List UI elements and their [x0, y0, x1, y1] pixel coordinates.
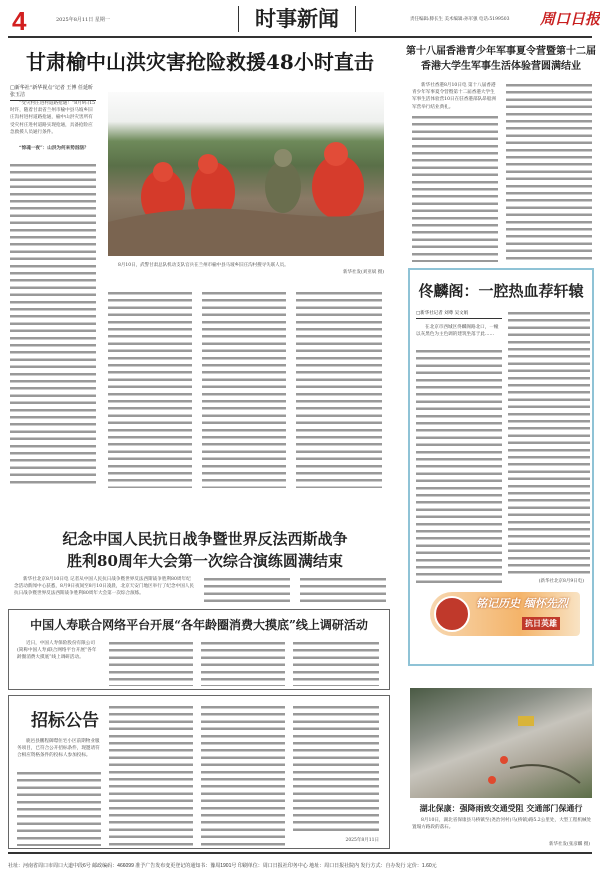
- rescue-photo: [108, 92, 384, 256]
- feature-byline: □新华社记者 刘尊 吴文娟: [416, 310, 502, 319]
- feature-box: [408, 268, 594, 666]
- insurance-body: [293, 640, 379, 686]
- feature-intro: 在北京市西城区佟麟阁路北口，一幢以灰黑色为主色调的建筑坐落于此……: [416, 325, 499, 338]
- hk-body: [412, 114, 498, 262]
- lead-body-col3: [202, 290, 286, 488]
- feature-body: [508, 310, 590, 576]
- lead-body-col4: [296, 290, 382, 488]
- lead-subhead: “惊魂一夜”：山洪为何来势汹汹？: [19, 146, 89, 151]
- hk-headline-line2: 香港大学生军事生活体验营圆满结业: [421, 61, 581, 72]
- tender-body: [109, 704, 193, 846]
- banner-emblem-icon: [434, 596, 470, 632]
- tender-body: [293, 704, 379, 832]
- editors-info: 责任编辑:滕长生 美术编辑:孙军强 电话:5199503: [410, 17, 510, 22]
- hk-body: [506, 82, 592, 262]
- banner-text-1: 铭记历史: [476, 597, 520, 610]
- second-body-col3: [204, 576, 290, 604]
- insurance-article-box: [8, 609, 390, 690]
- tender-notice-box: [8, 695, 390, 849]
- hubei-credit: 新华社发(张彦麟 摄): [549, 842, 590, 847]
- feature-headline: 佟麟阁：一腔热血荐轩辕: [418, 282, 584, 300]
- banner-text-2: 缅怀先烈: [523, 597, 568, 610]
- hk-camp-headline: [404, 44, 598, 74]
- insurance-headline: 中国人寿联合网络平台开展“各年龄圈消费大摸底”线上调研活动: [30, 618, 368, 632]
- hk-intro: 新华社香港8月10日电 第十八届香港青少年军事夏令营暨第十二届香港大学生军事生活体验营10日在驻香港部队昂船洲军营举行结业典礼。: [412, 83, 496, 110]
- second-body-col4: [300, 576, 386, 604]
- lead-intro: “受灾村庄进村道路抢通！”8月9日15时许，随着甘肃省兰州市榆中县马坡乡旧庄沟村进村道路抢通，榆中山洪灾害所有受灾村庄进村道路实现抢通，具备抢险应急救援人员通行条件。: [10, 101, 96, 135]
- hubei-headline: 湖北保康：强降雨致交通受阻 交通部门保通行: [419, 803, 583, 813]
- caption-text: 8月10日，武警甘肃总队机动支队官兵在兰州市榆中县马坡乡旧庄沟村搜寻失联人员。: [118, 263, 289, 268]
- tender-intro: 鹿邑县鹏程御璟住宅小区前期物业服务项目，已符合公开招标条件，现邀请符合相应资格条件的投标人参加投标。: [17, 739, 100, 759]
- page-number: 4: [12, 6, 27, 36]
- insurance-body: [201, 640, 285, 686]
- tender-date: 2025年8月11日: [345, 838, 379, 843]
- photo-credit: 新华社发(刘亚斌 摄): [343, 270, 384, 275]
- lead-byline: □新华社“新华视点”记者 王博 任延昕 张玉洁: [10, 84, 96, 101]
- second-headline-line2: 胜利80周年大会第一次综合演练圆满结束: [67, 552, 343, 570]
- newspaper-logo: 周口日报: [540, 10, 600, 28]
- hk-headline-line1: 第十八届香港青少年军事夏令营暨第十二届: [406, 46, 596, 57]
- anti-japanese-heroes-banner: [430, 592, 580, 636]
- hubei-intro: 8月10日，湖北省保康县马桥镇至(尧治河村)马(桥镇)路5.2公里处，大型工程机械处置塌方路段的落石。: [412, 818, 592, 831]
- tender-title: 招标公告: [31, 711, 99, 731]
- lead-body-left: [10, 162, 96, 488]
- header-rule: [8, 36, 592, 38]
- lead-headline: 甘肃榆中山洪灾害抢险救援48小时直击: [26, 50, 374, 74]
- rescue-photo-art: [108, 92, 384, 256]
- landslide-photo-art: [410, 688, 592, 798]
- landslide-photo: [410, 688, 592, 798]
- second-headline-line1: 纪念中国人民抗日战争暨世界反法西斯战争: [62, 530, 348, 548]
- banner-subtitle: 抗日英雄: [522, 617, 560, 630]
- second-intro: 新华社北京8月10日电 记者从中国人民抗日战争暨世界反法西斯战争胜利80周年纪念活动新闻中心获悉，8月9日夜间至8月10日凌晨，北京天安门地区举行了纪念中国人民抗日战争暨世界反法西斯战争胜利80周年大会第一次综合演练。: [14, 577, 194, 597]
- insurance-intro: 近日，中国人寿保险股份有限公司(简称中国人寿)联合网络平台开展“各年龄圈消费大摸底”线上调研活动。: [17, 641, 97, 661]
- tender-body: [17, 770, 101, 846]
- lead-body-col2: [108, 290, 192, 488]
- footer-info: 社址：河南省周口市周口大道中段6号 邮政编码：466099 准予广告发布变更登记的通知书：豫周1901号 印刷单位：周口日报社印务中心 地址：周口日报社院内 发行方式：自办发行 定价：1.60元: [8, 863, 437, 869]
- issue-date: 2025年8月11日 星期一: [56, 17, 110, 23]
- feature-body: [416, 348, 502, 586]
- feature-source: (新华社北京8月9日电): [538, 579, 584, 584]
- second-headline: [0, 528, 410, 572]
- section-title: 时事新闻: [238, 6, 356, 32]
- insurance-body: [109, 640, 193, 686]
- tender-body: [201, 704, 285, 846]
- footer-rule: [8, 852, 592, 854]
- photo-caption: [118, 262, 384, 276]
